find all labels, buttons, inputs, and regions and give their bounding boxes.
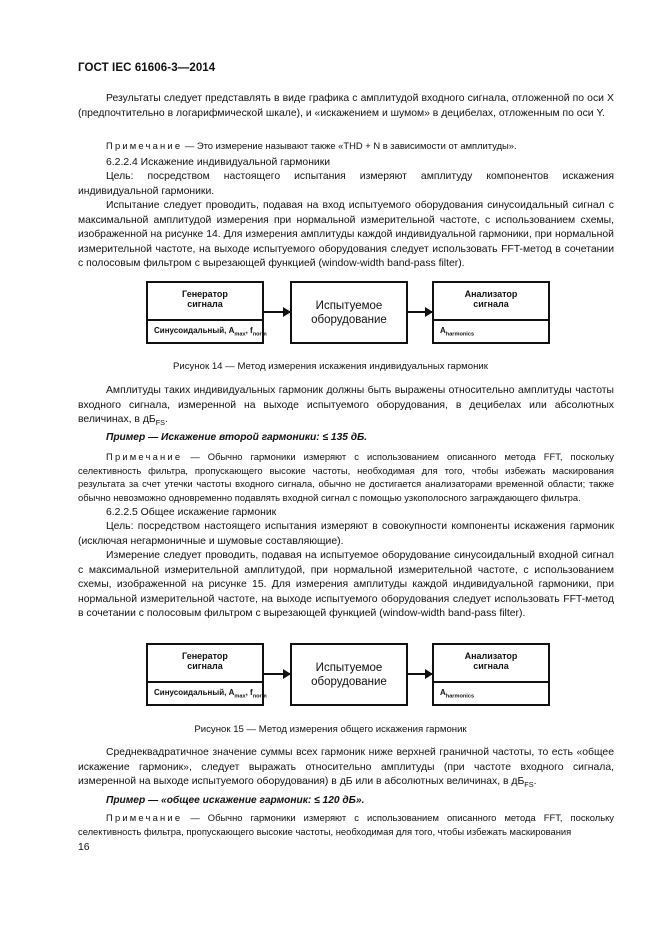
document-header: ГОСТ IEC 61606-3—2014 [78, 62, 216, 74]
results-paragraph: Результаты следует представлять в виде графика с амплитудой входного сигнала, отложенной по оси X (предпочтительно в логарифмической шкале), и «искажением и шумом» в децибелах, отложенным по оси Y. [78, 93, 614, 119]
analyzer-params: $A_{harmonics}$ [434, 681, 548, 704]
signal-arrow [264, 673, 290, 675]
example-second-harmonic: Пример — Искажение второй гармоники: ≤ 135 дБ. [106, 432, 368, 443]
section-6-2-2-4-method: Испытание следует проводить, подавая на вход испытуемого оборудования синусоидальный сигнал с максимальной амплитудой измерения при нормальной измерительной частоте, с использованием схемы, изображенной на рисунке 14. Для измерения амплитуды каждой индивидуальной гармоники, при нормальной измерительной частоте, на выходе испытуемого оборудования следует использовать FFT-метод в сочетании с полосовым фильтром с вырезающей функцией (window-width band-pass filter). [78, 200, 614, 270]
analyzer-block: Анализатор сигнала $A_{harmonics}$ [432, 643, 550, 706]
generator-params: Синусоидальный, $A_{max}$, $f_{norm}$ [148, 681, 262, 704]
figure-14-caption: Рисунок 14 — Метод измерения искажения индивидуальных гармоник [173, 361, 488, 372]
page-number: 16 [78, 842, 90, 853]
section-6-2-2-5-method: Измерение следует проводить, подавая на испытуемое оборудование синусоидальный входной сигнал с максимальной измерительной амплитудой, при нормальной измерительной частоте, с использованием схемы, изображенной на рисунке 15. Для измерения амплитуды каждой индивидуальной гармоники, при нормальной измерительной частоте, на выходе испытуемого оборудования следует использовать FFT-метод в сочетании с полосовым фильтром с вырезающей функцией (window-width band-pass filter). [78, 550, 614, 620]
section-6-2-2-4-goal: Цель: посредством настоящего испытания измеряют амплитуду компонентов искажения индивидуальной гармоники. [78, 171, 614, 197]
note-thd: Примечание — Это измерение называют также «THD + N в зависимости от амплитуды». [106, 140, 517, 151]
section-6-2-2-5-title: 6.2.2.5 Общее искажение гармоник [106, 507, 277, 518]
total-harmonic-paragraph: Среднеквадратичное значение суммы всех гармоник ниже верхней граничной частоты, то есть «общее искажение гармоник», следует выражать относительно амплитуды (при частоте входного сигнала, измеренной на выходе испытуемого оборудования) в дБ или в абсолютных величинах, в $дБ_{FS}$. [78, 747, 614, 790]
section-6-2-2-5-goal: Цель: посредством настоящего испытания измеряют в совокупности компоненты искажения гармоник (исключая негармоничные и шумовые составляющие). [78, 521, 614, 547]
generator-block: Генератор сигнала Синусоидальный, $A_{max}$, $f_{norm}$ [146, 281, 264, 344]
generator-params: Синусоидальный, $A_{max}$, $f_{norm}$ [148, 319, 262, 342]
generator-block: Генератор сигнала Синусоидальный, $A_{max}$, $f_{norm}$ [146, 643, 264, 706]
signal-arrow [408, 311, 432, 313]
harmonic-amplitude-paragraph: Амплитуды таких индивидуальных гармоник должны быть выражены относительно амплитуды частоты входного сигнала, измеренной на выходе испытуемого оборудования, в децибелах или абсолютных величинах, в $дБ_{FS}$. [78, 385, 614, 428]
analyzer-block: Анализатор сигнала $A_{harmonics}$ [432, 281, 550, 344]
device-under-test-block: Испытуемое оборудование [290, 281, 408, 344]
signal-arrow [408, 673, 432, 675]
note-label: Примечание [106, 140, 183, 151]
signal-arrow [264, 311, 290, 313]
note-fft: Примечание — Обычно гармоники измеряют с использованием описанного метода FFT, поскольку селективность фильтра, пропускающего высокие частоты, необходимая для того, чтобы избежать маскирования результата за счет утечки частоты входного сигнала, обычно не достигается анализаторами временной области; также обычно невозможно одновременно подавлять входной сигнал с помощью узкополосного заграждающего фильтра. [78, 451, 614, 503]
figure-15-caption: Рисунок 15 — Метод измерения общего искажения гармоник [194, 724, 467, 735]
device-under-test-block: Испытуемое оборудование [290, 643, 408, 706]
analyzer-params: $A_{harmonics}$ [434, 319, 548, 342]
section-6-2-2-4-title: 6.2.2.4 Искажение индивидуальной гармоники [106, 157, 331, 168]
note-fft-continued: Примечание — Обычно гармоники измеряют с использованием описанного метода FFT, поскольку селективность фильтра, пропускающего высокие частоты, необходимая для того, чтобы избежать маскирования [78, 812, 614, 837]
note-label: Примечание [106, 812, 183, 823]
note-label: Примечание [106, 451, 183, 462]
example-total-harmonic: Пример — «общее искажение гармоник: ≤ 120 дБ». [106, 795, 365, 806]
